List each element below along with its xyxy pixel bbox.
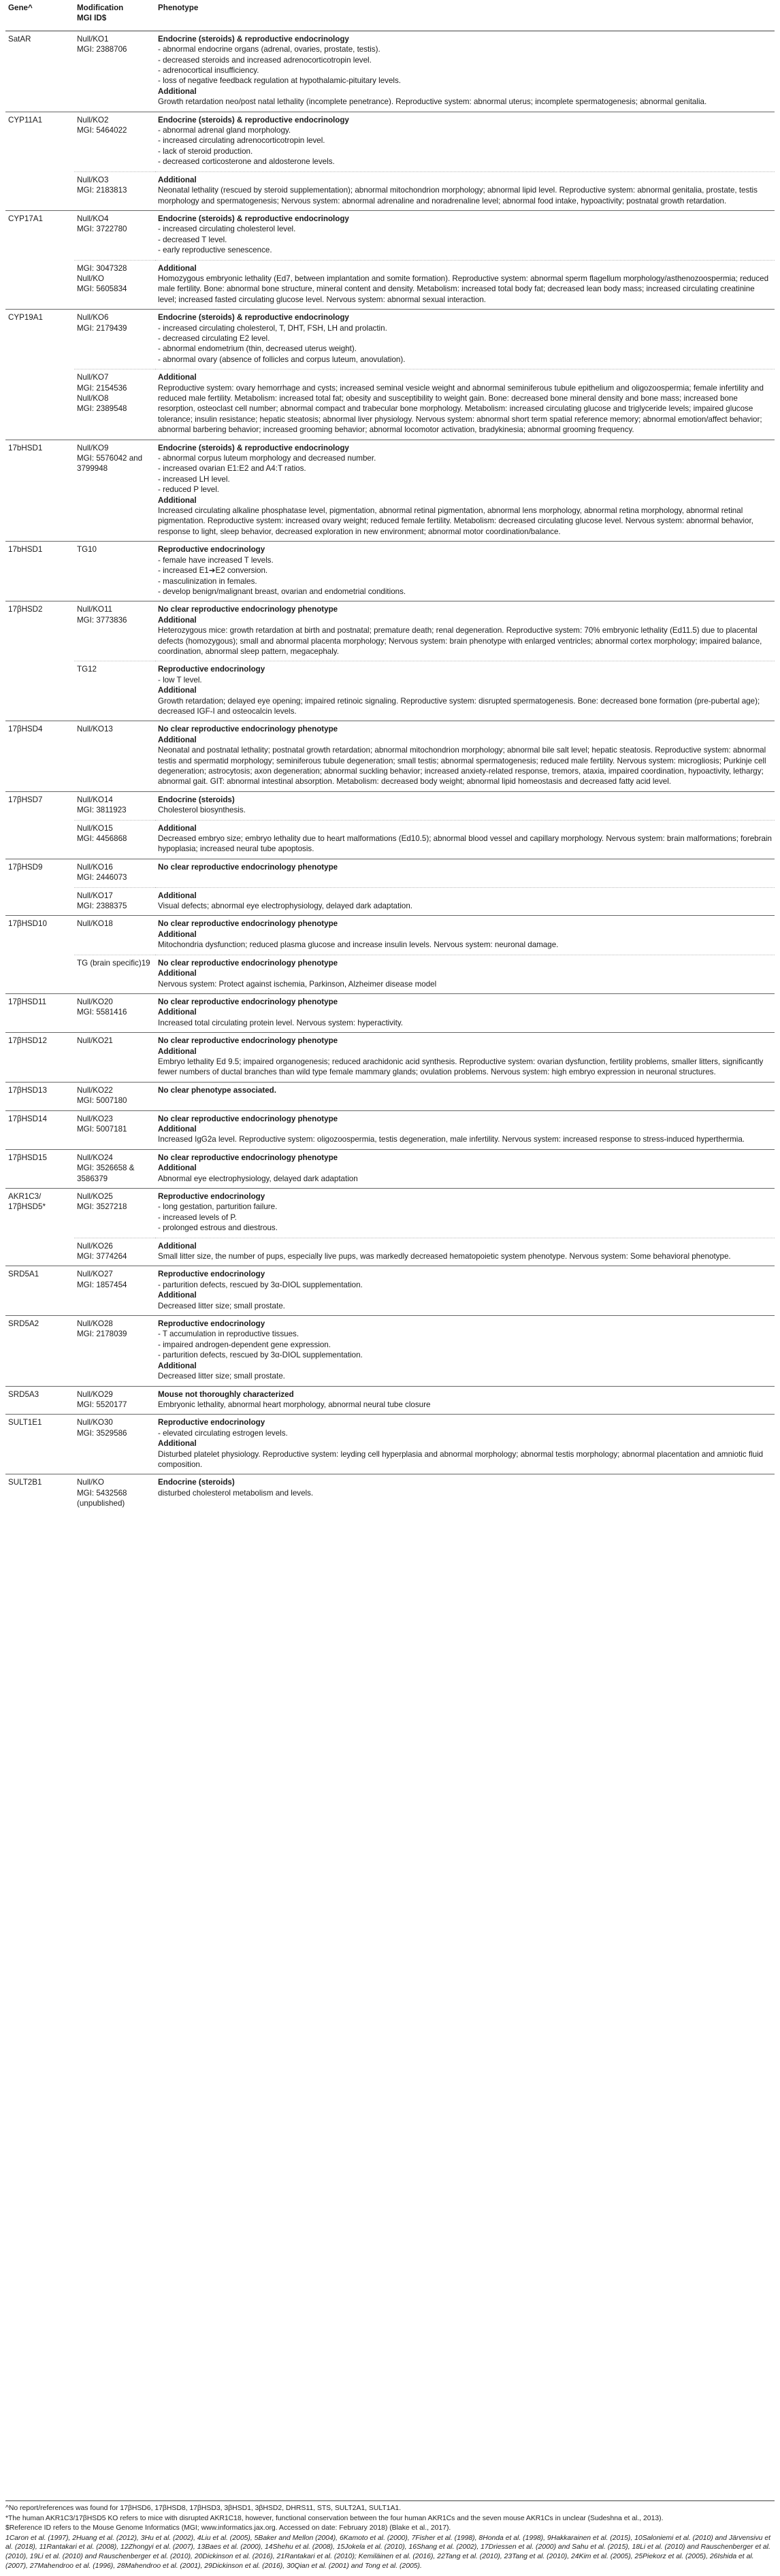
phenotype-cell — [155, 171, 775, 210]
modification-line: MGI: 2178039 — [77, 1330, 127, 1339]
table-row — [5, 542, 775, 601]
phenotype-cell — [155, 661, 775, 721]
modification-line: MGI: 3527218 — [77, 1202, 127, 1212]
phenotype-line: Increased total circulating protein level. Nervous system: hyperactivity. — [158, 1018, 403, 1027]
phenotype-cell — [155, 859, 775, 887]
gene-cell: 17bHSD1 — [5, 440, 74, 542]
gene-cell: 17βHSD2 — [5, 601, 74, 661]
phenotype-line: Disturbed platelet physiology. Reproductive system: leyding cell hyperplasia and abnormal morphology; abnormal testis morphology; abnormal placentation and amniotic fluid composition. — [158, 1449, 764, 1469]
header-modification-label: Modification — [77, 3, 124, 12]
phenotype-line: No clear phenotype associated. — [158, 1085, 276, 1095]
modification-cell — [74, 721, 155, 791]
phenotype-line: disturbed cholesterol metabolism and levels. — [158, 1488, 314, 1498]
modification-line: MGI: 5605834 — [77, 284, 127, 294]
phenotype-line: - decreased circulating E2 level. — [158, 333, 270, 343]
modification-line: TG10 — [77, 545, 97, 555]
phenotype-cell — [155, 310, 775, 369]
modification-cell — [74, 210, 155, 260]
phenotype-line: - increased E1➔E2 conversion. — [158, 566, 268, 576]
modification-cell — [74, 916, 155, 955]
phenotype-cell — [155, 721, 775, 791]
table-row — [5, 210, 775, 260]
phenotype-cell — [155, 210, 775, 260]
phenotype-cell — [155, 112, 775, 171]
phenotype-line: - develop benign/malignant breast, ovarian and endometrial conditions. — [158, 587, 406, 596]
phenotype-line: Embryo lethality Ed 9.5; impaired organogenesis; reduced arachidonic acid synthesis. Reproductive system: ovarian dysfunction, fertility problems, smaller litters, significantly fewer numbers of ductal branches than wild type female mammary glands; ovulation problems. Nervous system: high embryo expression in neuronal structures. — [158, 1057, 764, 1077]
phenotype-line: - low T level. — [158, 675, 202, 684]
modification-line: MGI: 1857454 — [77, 1280, 127, 1289]
modification-line: Null/KO2 — [77, 115, 109, 125]
phenotype-line: - early reproductive senescence. — [158, 246, 272, 255]
table-row — [5, 721, 775, 791]
table-row — [5, 31, 775, 112]
phenotype-line: Cholesterol biosynthesis. — [158, 806, 246, 815]
modification-line: Null/KO20 — [77, 997, 113, 1006]
phenotype-cell — [155, 1149, 775, 1188]
phenotype-line: - decreased T level. — [158, 235, 227, 244]
additional-heading: Additional — [158, 735, 197, 744]
additional-heading: Additional — [158, 1439, 197, 1449]
gene-cell: SRD5A1 — [5, 1266, 74, 1316]
modification-cell — [74, 955, 155, 993]
modification-line: Null/KO15 — [77, 823, 113, 833]
modification-cell — [74, 1386, 155, 1415]
gene-phenotype-table — [5, 0, 775, 1513]
modification-line: Null/KO16 — [77, 862, 113, 872]
gene-cell: 17βHSD9 — [5, 859, 74, 887]
gene-cell: SULT2B1 — [5, 1474, 74, 1513]
phenotype-line: Reproductive endocrinology — [158, 1192, 265, 1201]
modification-line: MGI: 5464022 — [77, 126, 127, 135]
additional-heading: Additional — [158, 175, 197, 184]
gene-cell: SRD5A2 — [5, 1316, 74, 1386]
table-row — [5, 310, 775, 369]
table-row — [5, 955, 775, 993]
phenotype-line: Increased IgG2a level. Reproductive system: oligozoospermia, testis degeneration, male infertility. Nervous system: increased response to stress-induced hyperthermia. — [158, 1135, 745, 1144]
table-row — [5, 1033, 775, 1083]
phenotype-line: No clear reproductive endocrinology phenotype — [158, 605, 338, 614]
table-row — [5, 369, 775, 440]
phenotype-line: Heterozygous mice: growth retardation at birth and postnatal; premature death; renal degeneration. Reproductive system: 70% embryonic lethality (Ed11.5) due to placental defects (homozygous); small and abnormal placenta morphology; Nervous system: brain phenotype with enlarged ventricles; abnormal cortex morphology; impaired balance, coordination, abnormal sleep pattern, megacephaly. — [158, 626, 762, 656]
modification-cell — [74, 1266, 155, 1316]
gene-cell: 17βHSD13 — [5, 1082, 74, 1110]
additional-heading: Additional — [158, 891, 197, 900]
phenotype-line: Growth retardation neo/post natal lethality (incomplete penetrance). Reproductive system: abnormal uterus; incomplete spermatogenesis; abnormal genitalia. — [158, 97, 707, 107]
modification-line: TG12 — [77, 665, 97, 674]
modification-cell — [74, 31, 155, 112]
phenotype-line: - increased circulating cholesterol level. — [158, 225, 296, 234]
gene-cell: 17βHSD15 — [5, 1149, 74, 1188]
additional-heading: Additional — [158, 495, 197, 505]
table-row — [5, 859, 775, 887]
modification-line: MGI: 2388706 — [77, 45, 127, 54]
table-row — [5, 1149, 775, 1188]
modification-cell — [74, 171, 155, 210]
gene-cell: 17bHSD1 — [5, 542, 74, 601]
phenotype-line: No clear reproductive endocrinology phenotype — [158, 1036, 338, 1046]
phenotype-line: Reproductive system: ovary hemorrhage and cysts; increased seminal vesicle weight and abnormal seminiferous tubule epithelium and oligozoospermia; female infertility and reduced male fertility. Metabolism: increased total fat; obesity and susceptibility to weight gain. Bone: decreased bone mineral density and bone mass; increased bone resorption, osteoclast cell number; abnormal compact and trabecular bone morphology. Metabolism: increased circulating glucose and triglyceride levels; impaired glucose tolerance; insulin resistance; hepatic steatosis; abnormal liver physiology. Nervous system: abnormal short term spatial reference memory; abnormal emotion/affect behavior; abnormal barbering behavior; increased grooming behavior; abnormal locomotor activation, bradykinesia; abnormal grooming frequency. — [158, 383, 764, 435]
table-row — [5, 1316, 775, 1386]
modification-cell — [74, 542, 155, 601]
modification-cell — [74, 369, 155, 440]
phenotype-line: - abnormal endometrium (thin, decreased uterus weight). — [158, 344, 357, 354]
phenotype-line: Neonatal and postnatal lethality; postnatal growth retardation; abnormal mitochondrion morphology; abnormal bile salt level; hepatic steatosis. Reproductive system: abnormal testis and spermatid morphology; seminiferous tubule degeneration; small testis; abnormal spermatogenesis; reduced male fertility. Nervous system: microgliosis; Purkinje cell degeneration; astrocytosis; axon degeneration; abnormal suckling behavior; increased anxiety-related response, tremors, ataxia, impaired coordination, hypoactivity, lethargy; abnormal gait. GIT: abnormal intestinal absorption. Metabolism: decreased body weight; abnormal lipid homeostasis and decreased fatty acid level. — [158, 746, 766, 787]
phenotype-line: Growth retardation; delayed eye opening; impaired retinoic signaling. Reproductive system: disrupted spermatogenesis. Bone: decreased bone formation (pre-pubertal age); decreased IGF-I and osteocalcin levels. — [158, 696, 760, 716]
phenotype-line: Neonatal lethality (rescued by steroid supplementation); abnormal mitochondrion morphology; abnormal lipid level. Reproductive system: abnormal genitalia, prostate, testis morphology and spermatogenesis; Nervous system: abnormal adrenaline and noradrenaline level; abnormal food intake, hypoactivity; postnatal growth retardation. — [158, 186, 758, 205]
phenotype-line: - decreased corticosterone and aldosterone levels. — [158, 157, 335, 167]
phenotype-cell — [155, 1110, 775, 1149]
table-row — [5, 661, 775, 721]
phenotype-line: - reduced P level. — [158, 485, 220, 495]
additional-heading: Additional — [158, 1163, 197, 1173]
phenotype-cell — [155, 1266, 775, 1316]
modification-cell — [74, 1110, 155, 1149]
modification-line: Null/KO — [77, 274, 104, 283]
table-header — [5, 0, 775, 31]
gene-cell — [5, 1238, 74, 1266]
modification-cell — [74, 1033, 155, 1083]
phenotype-line: Endocrine (steroids) — [158, 795, 235, 804]
gene-cell: SRD5A3 — [5, 1386, 74, 1415]
modification-line: MGI: 2389548 — [77, 404, 127, 414]
phenotype-line: No clear reproductive endocrinology phenotype — [158, 862, 338, 872]
modification-line: MGI: 5576042 and 3799948 — [77, 454, 143, 474]
gene-cell — [5, 260, 74, 310]
phenotype-line: Mouse not thoroughly characterized — [158, 1389, 294, 1399]
gene-cell: AKR1C3/ 17βHSD5* — [5, 1189, 74, 1238]
additional-heading: Additional — [158, 929, 197, 939]
modification-line: MGI: 5432568 (unpublished) — [77, 1488, 127, 1508]
gene-cell — [5, 661, 74, 721]
phenotype-line: Reproductive endocrinology — [158, 665, 265, 674]
modification-line: Null/KO23 — [77, 1114, 113, 1123]
phenotype-cell — [155, 31, 775, 112]
phenotype-line: Reproductive endocrinology — [158, 1270, 265, 1279]
phenotype-line: Endocrine (steroids) & reproductive endocrinology — [158, 313, 349, 323]
modification-cell — [74, 1474, 155, 1513]
additional-heading: Additional — [158, 1124, 197, 1134]
modification-line: MGI: 3047328 — [77, 263, 127, 273]
phenotype-line: Reproductive endocrinology — [158, 1319, 265, 1329]
modification-line: MGI: 3811923 — [77, 806, 127, 815]
phenotype-line: - increased ovarian E1:E2 and A4:T ratios. — [158, 464, 306, 474]
additional-heading: Additional — [158, 86, 197, 96]
phenotype-line: No clear reproductive endocrinology phenotype — [158, 1114, 338, 1123]
footnote-mgi-reference: $Reference ID refers to the Mouse Genome Informatics (MGI; www.informatics.jax.org. Accessed on date: February 2018) (Blake et al., 2017). — [5, 2524, 451, 2532]
additional-heading: Additional — [158, 1291, 197, 1300]
phenotype-cell — [155, 440, 775, 542]
table-row — [5, 1266, 775, 1316]
modification-line: MGI: 3774264 — [77, 1252, 127, 1261]
modification-line: Null/KO18 — [77, 919, 113, 929]
gene-cell: 17βHSD14 — [5, 1110, 74, 1149]
additional-heading: Additional — [158, 615, 197, 625]
phenotype-cell — [155, 1033, 775, 1083]
modification-cell — [74, 1189, 155, 1238]
modification-cell — [74, 887, 155, 916]
phenotype-line: Abnormal eye electrophysiology, delayed dark adaptation — [158, 1174, 358, 1183]
modification-line: Null/KO26 — [77, 1241, 113, 1251]
footnote-akr1c3: *The human AKR1C3/17βHSD5 KO refers to mice with disrupted AKR1C18, however, functional conservation between the four human AKR1Cs and the seven mouse AKR1Cs in unclear (Sudeshna et al., 2013). — [5, 2514, 664, 2522]
modification-line: Null/KO — [77, 1478, 104, 1487]
phenotype-line: - loss of negative feedback regulation at hypothalamic-pituitary levels. — [158, 76, 402, 86]
phenotype-cell — [155, 260, 775, 310]
gene-cell — [5, 171, 74, 210]
additional-heading: Additional — [158, 263, 197, 273]
gene-cell — [5, 955, 74, 993]
table-row — [5, 1110, 775, 1149]
modification-line: MGI: 3529586 — [77, 1428, 127, 1438]
phenotype-line: Embryonic lethality, abnormal heart morphology, abnormal neural tube closure — [158, 1400, 431, 1409]
modification-line: Null/KO11 — [77, 605, 112, 614]
modification-line: MGI: 5007180 — [77, 1096, 127, 1106]
modification-cell — [74, 791, 155, 820]
table-row — [5, 993, 775, 1032]
phenotype-line: - elevated circulating estrogen levels. — [158, 1428, 288, 1438]
phenotype-line: - abnormal ovary (absence of follicles and corpus luteum, anovulation). — [158, 354, 406, 364]
phenotype-line: No clear reproductive endocrinology phenotype — [158, 1153, 338, 1162]
phenotype-line: - increased circulating cholesterol, T, DHT, FSH, LH and prolactin. — [158, 323, 387, 333]
modification-cell — [74, 820, 155, 859]
phenotype-line: Endocrine (steroids) & reproductive endocrinology — [158, 214, 349, 223]
modification-line: Null/KO4 — [77, 214, 109, 223]
table-row — [5, 887, 775, 916]
modification-cell — [74, 1149, 155, 1188]
phenotype-cell — [155, 887, 775, 916]
phenotype-line: - T accumulation in reproductive tissues. — [158, 1330, 299, 1339]
modification-line: MGI: 2179439 — [77, 323, 127, 333]
modification-line: MGI: 5007181 — [77, 1124, 127, 1134]
phenotype-line: - adrenocortical insufficiency. — [158, 66, 259, 76]
phenotype-cell — [155, 1082, 775, 1110]
table-row — [5, 1238, 775, 1266]
additional-heading: Additional — [158, 969, 197, 978]
phenotype-line: - decreased steroids and increased adrenocorticotropin level. — [158, 55, 372, 65]
phenotype-cell — [155, 916, 775, 955]
phenotype-line: Endocrine (steroids) & reproductive endocrinology — [158, 443, 349, 452]
gene-cell: CYP19A1 — [5, 310, 74, 369]
gene-cell: CYP17A1 — [5, 210, 74, 260]
modification-line: Null/KO9 — [77, 443, 109, 452]
table-row — [5, 601, 775, 661]
additional-heading: Additional — [158, 1008, 197, 1017]
table-footnotes — [5, 2500, 775, 2571]
gene-cell: SULT1E1 — [5, 1415, 74, 1474]
modification-line: Null/KO8 — [77, 394, 109, 403]
phenotype-line: Endocrine (steroids) & reproductive endocrinology — [158, 34, 349, 44]
phenotype-cell — [155, 791, 775, 820]
phenotype-line: - long gestation, parturition failure. — [158, 1202, 278, 1212]
modification-line: MGI: 2183813 — [77, 186, 127, 195]
phenotype-line: Decreased embryo size; embryo lethality due to heart malformations (Ed10.5); abnormal blood vessel and capillary morphology. Nervous system: brain malformations; forebrain hypoplasia; increased neural tube apoptosis. — [158, 834, 772, 854]
table-row — [5, 171, 775, 210]
phenotype-line: - abnormal endocrine organs (adrenal, ovaries, prostate, testis). — [158, 45, 380, 54]
modification-line: Null/KO6 — [77, 313, 109, 323]
modification-line: MGI: 4456868 — [77, 834, 127, 844]
phenotype-line: Decreased litter size; small prostate. — [158, 1372, 285, 1381]
modification-line: MGI: 5520177 — [77, 1400, 127, 1409]
modification-line: MGI: 3773836 — [77, 615, 127, 625]
gene-cell: 17βHSD10 — [5, 916, 74, 955]
phenotype-line: - masculinization in females. — [158, 576, 257, 586]
phenotype-line: Reproductive endocrinology — [158, 1418, 265, 1427]
gene-cell: SatAR — [5, 31, 74, 112]
modification-line: Null/KO27 — [77, 1270, 113, 1279]
phenotype-cell — [155, 993, 775, 1032]
phenotype-line: Increased circulating alkaline phosphatase level, pigmentation, abnormal retinal pigmentation, abnormal lens morphology, abnormal retina morphology, abnormal retinal pigmentation. Reproductive system: increased ovary weight; reduced female fertility. Metabolism: decreased circulating glucose level. Nervous system: abnormal behavior, response to light, sleep behavior, decreased exploration in new environment; abnormal motor coordination/balance. — [158, 506, 753, 536]
phenotype-cell — [155, 1238, 775, 1266]
table-row — [5, 260, 775, 310]
modification-line: Null/KO17 — [77, 891, 113, 900]
phenotype-line: No clear reproductive endocrinology phenotype — [158, 919, 338, 929]
additional-heading: Additional — [158, 823, 197, 833]
header-mgi-label: MGI ID$ — [77, 14, 107, 23]
phenotype-line: - abnormal adrenal gland morphology. — [158, 126, 291, 135]
additional-heading: Additional — [158, 1241, 197, 1251]
phenotype-cell — [155, 1386, 775, 1415]
phenotype-cell — [155, 820, 775, 859]
phenotype-line: - lack of steroid production. — [158, 146, 253, 156]
modification-line: Null/KO7 — [77, 373, 109, 382]
modification-line: MGI: 2154536 — [77, 383, 127, 393]
additional-heading: Additional — [158, 686, 197, 695]
table-row — [5, 791, 775, 820]
table-row — [5, 112, 775, 171]
phenotype-line: Homozygous embryonic lethality (Ed7, between implantation and somite formation). Reproductive system: abnormal sperm flagellum morphology/asthenozoospermia; reduced male fertility. Bone: abnormal bone structure, mineral content and density. Metabolism: increased total body fat; decreased lean body mass; increased circulating creatinine level; increased fasted circulating glucose level. Nervous system: abnormal sexual interaction. — [158, 274, 769, 304]
phenotype-line: - parturition defects, rescued by 3α-DIOL supplementation. — [158, 1280, 363, 1289]
header-phenotype: Phenotype — [155, 0, 775, 31]
phenotype-line: Decreased litter size; small prostate. — [158, 1301, 285, 1310]
phenotype-line: Small litter size, the number of pups, especially live pups, was markedly decreased hematopoietic system phenotype. Nervous system: Some behavioral phenotype. — [158, 1252, 731, 1261]
gene-cell: CYP11A1 — [5, 112, 74, 171]
table-body — [5, 31, 775, 1513]
phenotype-line: - increased levels of P. — [158, 1212, 237, 1222]
phenotype-line: Endocrine (steroids) — [158, 1478, 235, 1487]
modification-line: Null/KO22 — [77, 1085, 113, 1095]
modification-line: MGI: 5581416 — [77, 1008, 127, 1017]
phenotype-cell — [155, 1189, 775, 1238]
modification-line: Null/KO28 — [77, 1319, 113, 1329]
gene-cell: 17βHSD11 — [5, 993, 74, 1032]
modification-cell — [74, 1415, 155, 1474]
phenotype-line: Mitochondria dysfunction; reduced plasma glucose and increase insulin levels. Nervous system: neuronal damage. — [158, 940, 559, 950]
additional-heading: Additional — [158, 1361, 197, 1370]
modification-line: MGI: 3526658 & 3586379 — [77, 1163, 135, 1183]
modification-cell — [74, 1316, 155, 1386]
phenotype-line: Visual defects; abnormal eye electrophysiology, delayed dark adaptation. — [158, 902, 413, 911]
modification-line: Null/KO3 — [77, 175, 109, 184]
footnote-references: 1Caron et al. (1997), 2Huang et al. (2012), 3Hu et al. (2002), 4Liu et al. (2005), 5Baker and Mellon (2004), 6Kamoto et al. (2000), 7Fisher et al. (1998), 8Honda et al. (1998), 9Hakkarainen et al. (2015), 10Saloniemi et al. (2010) and Järvensivu et al. (2018), 11Rantakari et al. (2008), 12Zhongyi et al. (2007), 13Baes et al. (2000), 14Shehu et al. (2008), 15Jokela et al. (2010), 16Shang et al. (2002), 17Driessen et al. (2000) and Sahu et al. (2015), 18Li et al. (2010) and Rauschenberger et al. (2010), 19Li et al. (2010) and Rauschenberger et al. (2010), 20Dickinson et al. (2016), 21Rantakari et al. (2010); Kemiläinen et al. (2016), 22Tang et al. (2010), 23Tang et al. (2010), 24Kim et al. (2005), 25Piekorz et al. (2005), 26Ishida et al. (2007), 27Mahendroo et al. (1996), 28Mahendroo et al. (2001), 29Dickinson et al. (2016), 30Qian et al. (2001) and Tong et al. (2005). — [5, 2534, 770, 2570]
modification-line: Null/KO1 — [77, 34, 109, 44]
phenotype-line: Nervous system: Protect against ischemia, Parkinson, Alzheimer disease model — [158, 979, 437, 989]
modification-line: Null/KO24 — [77, 1153, 113, 1162]
modification-cell — [74, 601, 155, 661]
modification-line: TG (brain specific)19 — [77, 958, 150, 968]
header-gene: Gene^ — [5, 0, 74, 31]
modification-cell — [74, 859, 155, 887]
phenotype-line: - prolonged estrous and diestrous. — [158, 1223, 278, 1233]
modification-line: Null/KO13 — [77, 725, 113, 734]
table-row — [5, 1189, 775, 1238]
phenotype-line: - impaired androgen-dependent gene expression. — [158, 1340, 331, 1349]
phenotype-line: No clear reproductive endocrinology phenotype — [158, 958, 338, 968]
modification-cell — [74, 661, 155, 721]
phenotype-cell — [155, 1415, 775, 1474]
table-row — [5, 440, 775, 542]
table-row — [5, 820, 775, 859]
modification-line: MGI: 3722780 — [77, 225, 127, 234]
phenotype-line: - increased LH level. — [158, 474, 230, 484]
modification-line: Null/KO14 — [77, 795, 113, 804]
phenotype-line: No clear reproductive endocrinology phenotype — [158, 725, 338, 734]
phenotype-cell — [155, 542, 775, 601]
phenotype-line: - increased circulating adrenocorticotropin level. — [158, 136, 325, 146]
phenotype-cell — [155, 1316, 775, 1386]
modification-cell — [74, 260, 155, 310]
modification-cell — [74, 310, 155, 369]
phenotype-line: Endocrine (steroids) & reproductive endocrinology — [158, 115, 349, 125]
table-row — [5, 916, 775, 955]
gene-cell — [5, 369, 74, 440]
additional-heading: Additional — [158, 1046, 197, 1056]
footnote-no-report: ^No report/references was found for 17βHSD6, 17βHSD8, 17βHSD3, 3βHSD1, 3βHSD2, DHRS11, STS, SULT2A1, SULT1A1. — [5, 2505, 402, 2512]
gene-cell — [5, 887, 74, 916]
phenotype-line: - female have increased T levels. — [158, 555, 274, 565]
phenotype-cell — [155, 369, 775, 440]
gene-cell — [5, 820, 74, 859]
gene-cell: 17βHSD12 — [5, 1033, 74, 1083]
table-row — [5, 1082, 775, 1110]
phenotype-line: - parturition defects, rescued by 3α-DIOL supplementation. — [158, 1351, 363, 1360]
modification-line: MGI: 2446073 — [77, 873, 127, 882]
modification-line: Null/KO25 — [77, 1192, 113, 1201]
modification-cell — [74, 440, 155, 542]
phenotype-cell — [155, 1474, 775, 1513]
modification-line: Null/KO30 — [77, 1418, 113, 1427]
gene-cell: 17βHSD7 — [5, 791, 74, 820]
modification-line: Null/KO29 — [77, 1389, 113, 1399]
modification-cell — [74, 1238, 155, 1266]
table-row — [5, 1474, 775, 1513]
table-row — [5, 1386, 775, 1415]
gene-cell: 17βHSD4 — [5, 721, 74, 791]
phenotype-line: - abnormal corpus luteum morphology and decreased number. — [158, 454, 376, 463]
footnote-divider — [5, 2500, 775, 2501]
phenotype-cell — [155, 601, 775, 661]
phenotype-line: Reproductive endocrinology — [158, 545, 265, 555]
modification-line: Null/KO21 — [77, 1036, 113, 1046]
table-row — [5, 1415, 775, 1474]
header-modification — [74, 0, 155, 31]
modification-cell — [74, 993, 155, 1032]
modification-cell — [74, 1082, 155, 1110]
additional-heading: Additional — [158, 373, 197, 382]
modification-line: MGI: 2388375 — [77, 902, 127, 911]
phenotype-line: No clear reproductive endocrinology phenotype — [158, 997, 338, 1006]
phenotype-cell — [155, 955, 775, 993]
modification-cell — [74, 112, 155, 171]
